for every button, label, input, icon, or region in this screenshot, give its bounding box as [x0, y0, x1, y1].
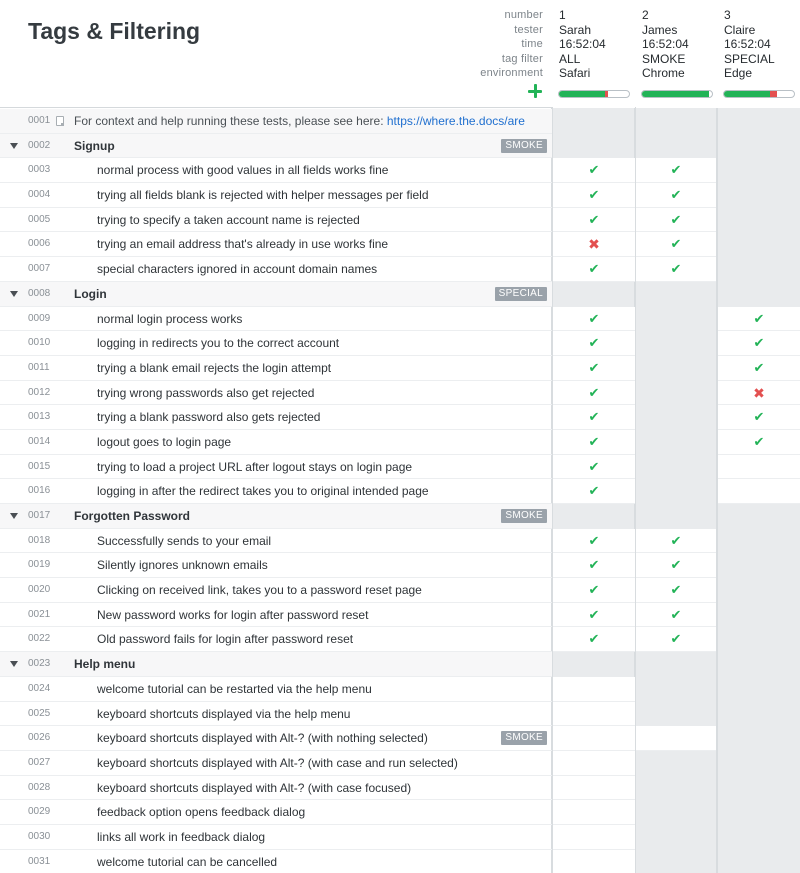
- result-cell-run-2[interactable]: [636, 603, 716, 628]
- result-cell-run-2: [636, 455, 716, 480]
- run-time: 16:52:04: [724, 37, 771, 52]
- row-number: 0006: [28, 238, 51, 250]
- result-cell-run-1[interactable]: [553, 850, 635, 873]
- result-cell-run-1[interactable]: [553, 208, 635, 233]
- run-tag-filter: SMOKE: [642, 51, 686, 66]
- test-case-title: logout goes to login page: [97, 434, 232, 449]
- field-label-tag-filter: tag filter: [501, 52, 543, 65]
- group-row[interactable]: [0, 652, 552, 677]
- test-case-row[interactable]: [0, 702, 552, 727]
- result-cell-run-1[interactable]: [553, 257, 635, 282]
- test-case-title: trying to specify a taken account name is rejected: [97, 212, 360, 227]
- check-icon: ✔: [588, 532, 600, 548]
- row-number: 0005: [28, 213, 51, 225]
- docs-link[interactable]: https://where.the.docs/are: [386, 114, 525, 128]
- tag-badge: SPECIAL: [495, 287, 547, 301]
- test-case-row[interactable]: [0, 529, 682, 554]
- result-cell-run-2: [636, 356, 716, 381]
- test-case-title: Successfully sends to your email: [97, 533, 272, 548]
- check-icon: ✔: [670, 187, 682, 203]
- test-case-row[interactable]: [0, 479, 600, 504]
- run-progress-bar: [723, 90, 795, 98]
- run-number: 2: [642, 8, 649, 22]
- result-cell-run-3: [718, 751, 800, 776]
- result-cell-run-2[interactable]: [636, 578, 716, 603]
- test-case-title: New password works for login after password reset: [97, 607, 369, 622]
- progress-pass: [724, 91, 770, 97]
- test-case-title: trying a blank email rejects the login attempt: [97, 360, 332, 375]
- result-cell-run-3: [718, 850, 800, 873]
- result-cell-run-2[interactable]: [636, 553, 716, 578]
- row-number: 0022: [28, 633, 51, 645]
- result-cell-run-2: [636, 331, 716, 356]
- test-case-row[interactable]: [0, 578, 682, 603]
- row-number: 0003: [28, 164, 51, 176]
- result-cell-run-3[interactable]: [718, 356, 800, 381]
- test-case-title: logging in after the redirect takes you to original intended page: [97, 484, 429, 499]
- test-case-row[interactable]: [0, 381, 765, 406]
- test-case-title: Silently ignores unknown emails: [97, 558, 268, 573]
- add-run-button[interactable]: [527, 83, 543, 99]
- note-icon: [56, 116, 64, 126]
- progress-fail: [770, 91, 777, 97]
- run-header-3[interactable]: [718, 0, 800, 108]
- row-number: 0024: [28, 682, 51, 694]
- result-cell-run-1[interactable]: [553, 430, 635, 455]
- row-number: 0017: [28, 510, 51, 521]
- test-case-title: trying to load a project URL after logout stays on login page: [97, 459, 413, 474]
- result-cell-run-2[interactable]: [636, 208, 716, 233]
- page-title: Tags & Filtering: [28, 18, 201, 44]
- result-cell-run-2[interactable]: [636, 158, 716, 183]
- result-cell-run-1[interactable]: [553, 677, 635, 702]
- result-cell-run-1[interactable]: [553, 455, 635, 480]
- result-cell-run-3[interactable]: [718, 307, 800, 332]
- row-number: 0001: [28, 115, 51, 126]
- result-cell-run-3: [718, 158, 800, 183]
- result-cell-run-2: [636, 479, 716, 504]
- result-cell-run-1[interactable]: [553, 627, 635, 652]
- result-cell-run-2: [636, 850, 716, 873]
- progress-pass: [559, 91, 605, 97]
- test-case-title: keyboard shortcuts displayed with Alt-? (with nothing selected): [97, 731, 428, 746]
- tag-badge: SMOKE: [501, 731, 547, 745]
- result-cell-run-1[interactable]: [553, 603, 635, 628]
- row-number: 0002: [28, 139, 51, 151]
- row-number: 0010: [28, 337, 51, 349]
- result-cell-run-1[interactable]: [553, 381, 635, 406]
- result-cell-run-2: [636, 430, 716, 455]
- check-icon: ✔: [670, 582, 682, 598]
- check-icon: ✔: [588, 582, 600, 598]
- row-number: 0020: [28, 584, 51, 596]
- test-case-title: trying a blank password also gets rejected: [97, 410, 321, 425]
- result-cell-run-3: [718, 800, 800, 825]
- check-icon: ✔: [753, 310, 765, 326]
- test-case-title: welcome tutorial can be cancelled: [97, 854, 278, 869]
- run-header-1[interactable]: [553, 0, 635, 108]
- row-number: 0027: [28, 756, 51, 768]
- row-number: 0015: [28, 460, 51, 472]
- check-icon: ✔: [670, 162, 682, 178]
- row-number: 0028: [28, 781, 51, 793]
- result-cell-run-1[interactable]: [553, 307, 635, 332]
- test-case-title: trying all fields blank is rejected with helper messages per field: [97, 188, 429, 203]
- field-label-number: number: [504, 9, 543, 21]
- result-cell-run-2: [636, 702, 716, 727]
- result-cell-run-3[interactable]: [718, 381, 800, 406]
- result-cell-run-3: [718, 208, 800, 233]
- run-tester: Sarah: [559, 22, 592, 37]
- result-cell-run-3[interactable]: [718, 455, 800, 480]
- check-icon: ✔: [753, 433, 765, 449]
- result-cell-run-2: [636, 825, 716, 850]
- check-icon: ✔: [588, 483, 600, 499]
- test-case-title: Old password fails for login after password reset: [97, 632, 354, 647]
- result-cell-run-3: [718, 183, 800, 208]
- tag-badge: SMOKE: [501, 139, 547, 153]
- row-number: 0007: [28, 263, 51, 275]
- test-case-row[interactable]: [0, 553, 682, 578]
- row-number: 0011: [28, 361, 50, 373]
- result-cell-run-3: [718, 257, 800, 282]
- result-cell-run-1[interactable]: [553, 232, 635, 257]
- check-icon: ✔: [670, 631, 682, 647]
- check-icon: ✔: [588, 187, 600, 203]
- note-row: [0, 109, 552, 134]
- run-environment: Safari: [559, 66, 591, 81]
- test-case-row[interactable]: [0, 455, 600, 480]
- run-environment: Chrome: [642, 66, 685, 81]
- progress-pass: [642, 91, 709, 97]
- test-case-row[interactable]: [0, 751, 552, 776]
- test-case-title: special characters ignored in account domain names: [97, 262, 378, 277]
- run-tag-filter: SPECIAL: [724, 51, 775, 66]
- result-cell-run-2: [636, 381, 716, 406]
- cross-icon: ✖: [753, 384, 765, 401]
- test-case-title: keyboard shortcuts displayed with Alt-? (with case and run selected): [97, 755, 458, 770]
- check-icon: ✔: [588, 384, 600, 400]
- test-case-row[interactable]: [0, 726, 552, 751]
- result-cell-run-3: [718, 603, 800, 628]
- run-tag-filter: ALL: [559, 51, 581, 66]
- result-cell-run-1[interactable]: [553, 553, 635, 578]
- run-time: 16:52:04: [559, 37, 606, 52]
- run-environment: Edge: [724, 66, 753, 81]
- check-icon: ✔: [588, 631, 600, 647]
- row-number: 0023: [28, 658, 51, 670]
- result-cell-run-1[interactable]: [553, 331, 635, 356]
- result-cell-run-2: [636, 677, 716, 702]
- result-cell-run-3[interactable]: [718, 405, 800, 430]
- result-cell-run-1[interactable]: [553, 751, 635, 776]
- tag-badge: SMOKE: [501, 509, 547, 523]
- result-cell-run-1[interactable]: [553, 479, 635, 504]
- test-case-title: trying wrong passwords also get rejected: [97, 385, 315, 400]
- check-icon: ✔: [588, 162, 600, 178]
- test-case-row[interactable]: [0, 825, 552, 850]
- result-cell-run-2: [636, 405, 716, 430]
- run-tester: Claire: [724, 22, 756, 37]
- result-cell-run-3[interactable]: [718, 479, 800, 504]
- run-number: 3: [724, 8, 731, 22]
- group-title: Forgotten Password: [74, 509, 191, 523]
- check-icon: ✔: [670, 606, 682, 622]
- test-case-row[interactable]: [0, 356, 765, 381]
- run-progress-bar: [641, 90, 713, 98]
- check-icon: ✔: [588, 211, 600, 227]
- check-icon: ✔: [670, 261, 682, 277]
- result-cell-run-3: [718, 776, 800, 801]
- group-row[interactable]: [0, 504, 552, 529]
- row-number: 0025: [28, 707, 51, 719]
- check-icon: ✔: [670, 532, 682, 548]
- test-case-row[interactable]: [0, 603, 682, 628]
- check-icon: ✔: [753, 359, 765, 375]
- test-case-row[interactable]: [0, 331, 765, 356]
- test-case-title: welcome tutorial can be restarted via the help menu: [97, 681, 372, 696]
- result-cell-run-1[interactable]: [553, 356, 635, 381]
- row-number: 0012: [28, 386, 51, 398]
- result-cell-run-2: [636, 776, 716, 801]
- test-case-title: trying an email address that's already in use works fine: [97, 237, 389, 252]
- collapse-triangle-icon[interactable]: [10, 291, 18, 297]
- test-case-row[interactable]: [0, 307, 765, 332]
- test-case-row[interactable]: [0, 850, 552, 873]
- check-icon: ✔: [753, 335, 765, 351]
- result-cell-run-1[interactable]: [553, 158, 635, 183]
- field-label-time: time: [521, 38, 543, 51]
- test-case-list: [0, 109, 800, 873]
- run-time: 16:52:04: [642, 37, 689, 52]
- test-case-row[interactable]: [0, 627, 682, 652]
- row-number: 0018: [28, 534, 51, 546]
- check-icon: ✔: [670, 211, 682, 227]
- header: [0, 0, 800, 108]
- result-cell-run-1[interactable]: [553, 825, 635, 850]
- check-icon: ✔: [588, 359, 600, 375]
- test-case-title: normal login process works: [97, 311, 243, 326]
- result-cell-run-1[interactable]: [553, 702, 635, 727]
- check-icon: ✔: [588, 409, 600, 425]
- check-icon: ✔: [588, 433, 600, 449]
- check-icon: ✔: [588, 261, 600, 277]
- run-progress-bar: [558, 90, 630, 98]
- test-case-title: keyboard shortcuts displayed with Alt-? (with case focused): [97, 780, 412, 795]
- result-cell-run-2[interactable]: [636, 257, 716, 282]
- result-cell-run-2: [636, 800, 716, 825]
- result-cell-run-2: [636, 307, 716, 332]
- test-case-row[interactable]: [0, 232, 682, 257]
- cross-icon: ✖: [588, 236, 600, 253]
- result-cell-run-1[interactable]: [553, 776, 635, 801]
- result-cell-run-1[interactable]: [553, 183, 635, 208]
- result-cell-run-2[interactable]: [636, 627, 716, 652]
- test-case-row[interactable]: [0, 183, 682, 208]
- result-cell-run-3[interactable]: [718, 430, 800, 455]
- check-icon: ✔: [588, 310, 600, 326]
- result-cell-run-3: [718, 825, 800, 850]
- result-cell-run-2[interactable]: [636, 726, 716, 751]
- result-cell-run-2: [636, 751, 716, 776]
- result-cell-run-1[interactable]: [553, 529, 635, 554]
- group-row[interactable]: [0, 282, 552, 307]
- run-field-labels: [480, 8, 543, 81]
- result-cell-run-3: [718, 529, 800, 554]
- note-text: [74, 109, 525, 133]
- result-cell-run-3[interactable]: [718, 331, 800, 356]
- row-number: 0016: [28, 485, 51, 497]
- group-title: Help menu: [74, 657, 136, 672]
- collapse-triangle-icon[interactable]: [10, 513, 18, 519]
- collapse-triangle-icon[interactable]: [10, 143, 18, 149]
- row-number: 0009: [28, 312, 51, 324]
- result-cell-run-1[interactable]: [553, 405, 635, 430]
- test-case-title: feedback option opens feedback dialog: [97, 805, 306, 820]
- test-case-row[interactable]: [0, 208, 682, 233]
- test-case-row[interactable]: [0, 800, 552, 825]
- check-icon: ✔: [670, 557, 682, 573]
- check-icon: ✔: [588, 335, 600, 351]
- test-case-row[interactable]: [0, 405, 765, 430]
- check-icon: ✔: [588, 458, 600, 474]
- check-icon: ✔: [588, 606, 600, 622]
- row-number: 0029: [28, 806, 51, 818]
- field-label-environment: environment: [480, 67, 543, 80]
- check-icon: ✔: [753, 409, 765, 425]
- result-cell-run-3: [718, 553, 800, 578]
- row-number: 0004: [28, 189, 51, 201]
- test-case-row[interactable]: [0, 257, 682, 282]
- row-number: 0014: [28, 435, 51, 447]
- result-cell-run-2[interactable]: [636, 183, 716, 208]
- group-title: Login: [74, 286, 107, 301]
- progress-fail: [605, 91, 609, 97]
- result-cell-run-3: [718, 726, 800, 751]
- result-cell-run-1[interactable]: [553, 726, 635, 751]
- result-cell-run-1[interactable]: [553, 578, 635, 603]
- test-case-row[interactable]: [0, 776, 552, 801]
- result-cell-run-3: [718, 232, 800, 257]
- row-number: 0021: [28, 608, 51, 620]
- row-number: 0008: [28, 287, 51, 299]
- test-case-title: Clicking on received link, takes you to a password reset page: [97, 583, 422, 598]
- run-number: 1: [559, 8, 566, 22]
- run-header-2[interactable]: [636, 0, 718, 108]
- test-case-row[interactable]: [0, 158, 682, 183]
- row-number: 0031: [28, 855, 51, 867]
- group-row[interactable]: [0, 134, 552, 159]
- check-icon: ✔: [670, 236, 682, 252]
- row-number: 0019: [28, 559, 51, 571]
- run-tester: James: [642, 22, 678, 37]
- result-cell-run-1[interactable]: [553, 800, 635, 825]
- result-cell-run-2[interactable]: [636, 232, 716, 257]
- test-case-row[interactable]: [0, 677, 552, 702]
- field-label-tester: tester: [514, 23, 543, 36]
- result-cell-run-3: [718, 578, 800, 603]
- row-number: 0013: [28, 411, 51, 423]
- result-cell-run-3: [718, 627, 800, 652]
- group-title: Signup: [74, 138, 115, 153]
- collapse-triangle-icon[interactable]: [10, 661, 18, 667]
- note-body: For context and help running these tests, please see here:: [74, 114, 387, 128]
- test-case-title: links all work in feedback dialog: [97, 829, 266, 844]
- test-case-row[interactable]: [0, 430, 765, 455]
- row-number: 0026: [28, 732, 51, 744]
- result-cell-run-2[interactable]: [636, 529, 716, 554]
- result-cell-run-3: [718, 702, 800, 727]
- test-case-title: logging in redirects you to the correct account: [97, 336, 340, 351]
- row-number: 0030: [28, 830, 51, 842]
- test-case-title: normal process with good values in all fields works fine: [97, 163, 389, 178]
- test-case-title: keyboard shortcuts displayed via the help menu: [97, 706, 351, 721]
- result-cell-run-3: [718, 677, 800, 702]
- check-icon: ✔: [588, 557, 600, 573]
